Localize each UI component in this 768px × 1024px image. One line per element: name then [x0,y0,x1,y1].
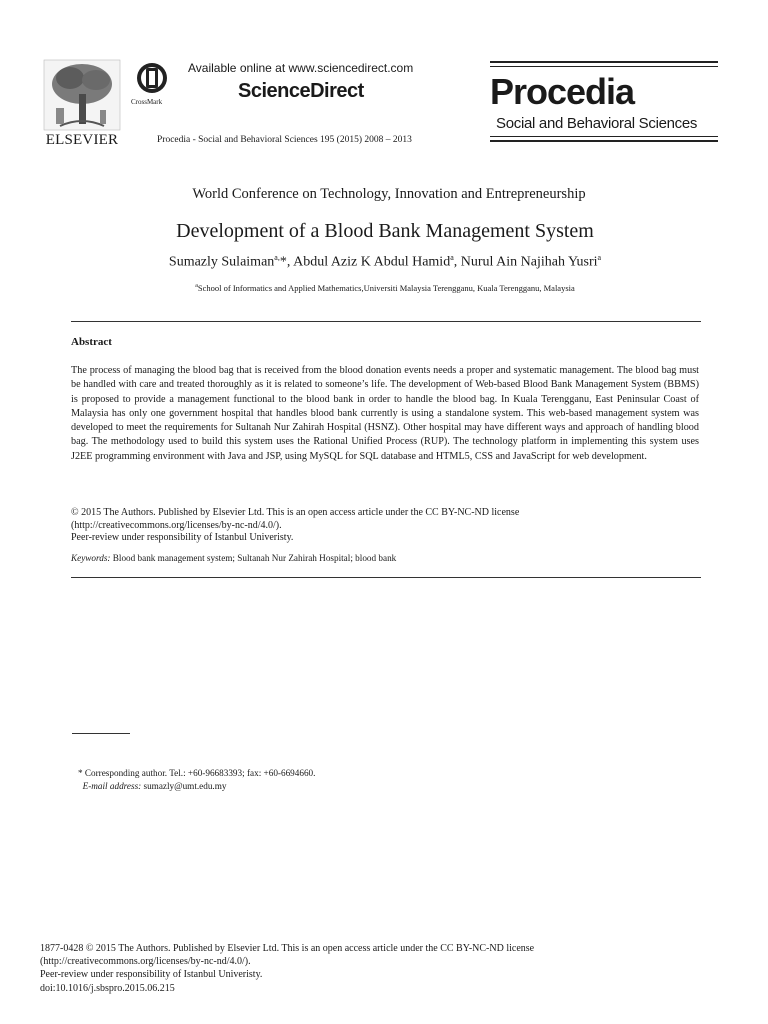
keywords-label: Keywords: [71,553,111,563]
procedia-wordmark: Procedia [490,71,635,112]
abstract-top-divider [71,321,701,322]
footnote-divider [72,733,130,734]
journal-citation: Procedia - Social and Behavioral Sciences 195 (2015) 2008 – 2013 [157,135,412,145]
abstract-body: The process of managing the blood bag that is received from the blood donation events needs a proper and systematic management. The blood bag must be handled with care and treated thoroughly as it is related to someone’s life. The development of Web-based Blood Bank Management System (BBMS) is proposed to provide a management functional to the blood bank in order to handle the blood bag. In Kuala Terengganu, East Peninsular Coast of Malaysia has only one government hospital that handles blood bank currently is using a standalone system. This web-based management system was developed to meet the requirements for Sultanah Nur Zahirah Hospital (HSNZ). Other hospital may have different ways and approach of handling blood bag. The methodology used to build this system uses the Rational Unified Process (RUP). The technology platform in implementing this system uses J2EE programming environment with Java and JSP, using MySQL for SQL database and HTML5, CSS and JavaScript for web development. [71,365,699,462]
bottom-publication-info [40,942,660,995]
sciencedirect-wordmark: ScienceDirect [238,80,364,102]
affiliation: $^a$School of Informatics and Applied Mathematics,Universiti Malaysia Terengganu, Kuala Terengganu, Malaysia [195,283,575,293]
elsevier-wordmark: ELSEVIER [45,132,119,148]
keywords-text: Blood bank management system; Sultanah Nur Zahirah Hospital; blood bank [110,553,397,563]
corresponding-author-footnote: * Corresponding author. Tel.: +60-96683393; fax: +60-6694660. E-mail address: sumazly@umt.edu.my [78,768,316,791]
author-affil-mark: a [597,253,602,262]
author-affil-mark: a [450,253,454,262]
license-link[interactable]: (http://creativecommons.org/licenses/by-nc-nd/4.0/). [71,519,282,531]
author-list: Sumazly Sulaiman$^{a,}$*, Abdul Aziz K Abdul Hamid$^a$, Nurul Ain Najihah Yusri$^a$ [168,253,602,270]
copyright-notice: © 2015 The Authors. Published by Elsevier Ltd. This is an open access article under the CC BY-NC-ND license (http://creativecommons.org/licenses/by-nc-nd/4.0/). Peer-review under responsibility of Istanbul Univeristy. [71,507,691,545]
keywords [71,553,396,563]
peer-review-note: Peer-review under responsibility of Istanbul Univeristy. [40,969,263,981]
abstract-bottom-divider [71,577,701,578]
available-online-text: Available online at www.sciencedirect.com [188,61,414,75]
procedia-masthead [490,61,718,143]
procedia-subtitle: Social and Behavioral Sciences [496,115,698,132]
author-name: Sumazly Sulaiman [168,254,275,270]
author-affil-mark: a, [274,253,280,262]
doi[interactable]: doi:10.1016/j.sbspro.2015.06.215 [40,982,175,994]
crossmark-label: CrossMark [131,98,163,106]
conference-name: World Conference on Technology, Innovation and Entrepreneurship [192,186,586,202]
paper-title: Development of a Blood Bank Management System [176,220,594,242]
email-label: E-mail address: [82,781,142,791]
email-address[interactable]: sumazly@umt.edu.my [141,781,227,791]
bottom-license-link[interactable]: (http://creativecommons.org/licenses/by-nc-nd/4.0/). [40,956,251,968]
author-name: Abdul Aziz K Abdul Hamid [293,254,451,270]
issn-copyright: 1877-0428 © 2015 The Authors. Published by Elsevier Ltd. This is an open access article under the CC BY-NC-ND license [40,943,535,954]
author-name: Nurul Ain Najihah Yusri [460,254,598,270]
abstract-heading: Abstract [71,336,112,348]
corresponding-mark: * [279,254,287,270]
